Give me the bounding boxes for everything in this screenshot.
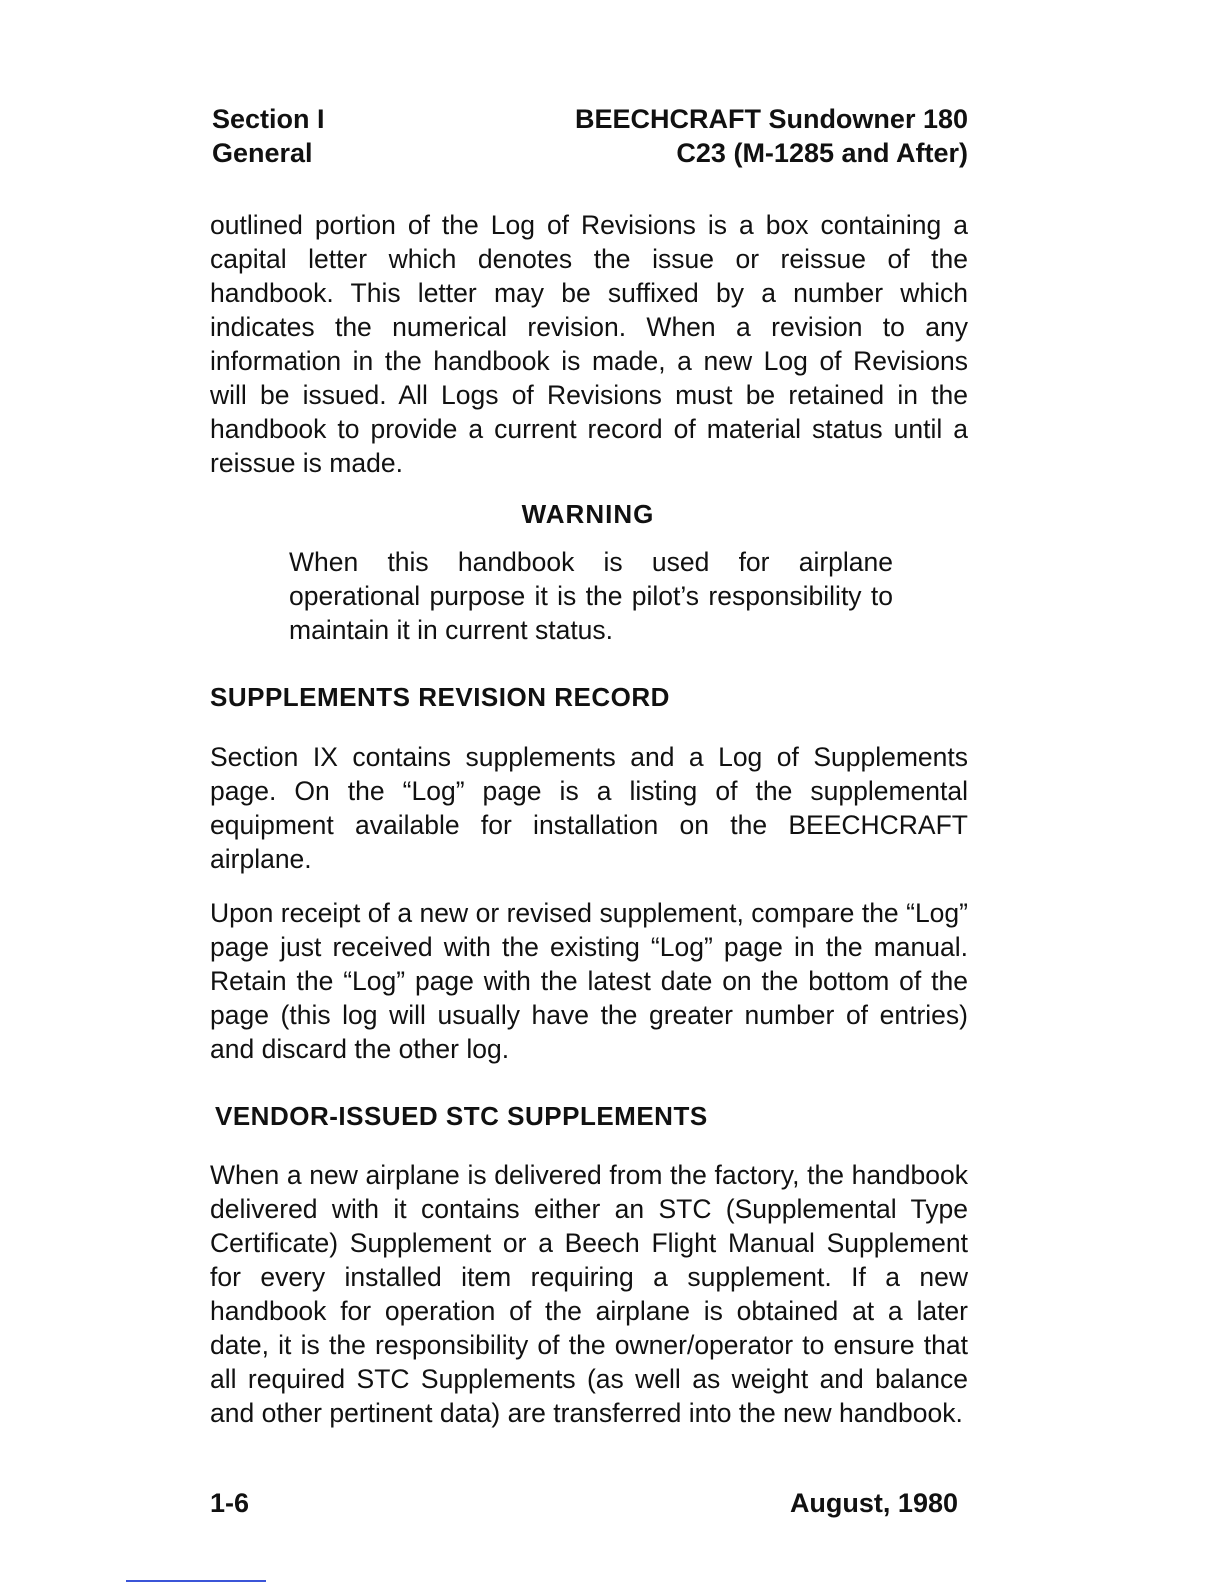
vendor-issued-paragraph: When a new airplane is delivered from the factory, the handbook delivered with it contains either an STC (Supplemental Type Certificate) Supplement or a Beech Flight Manual Supplement for every installed item requiring a supplement. If a new handbook for operation of the airplane is obtained at a later date, it is the responsibility of the owner/operator to ensure that all required STC Supplements (as well as weight and balance and other pertinent data) are transferred into the new handbook. bbox=[210, 1160, 968, 1428]
revision-date: August, 1980 bbox=[789, 1488, 958, 1518]
warning-title: WARNING bbox=[521, 499, 655, 529]
aircraft-serials: C23 (M-1285 and After) bbox=[676, 138, 968, 168]
warning-text: When this handbook is used for airplane operational purpose it is the pilot’s responsibility to maintain it in current status. bbox=[289, 547, 893, 645]
supplements-revision-record-heading: SUPPLEMENTS REVISION RECORD bbox=[210, 682, 670, 712]
page-number: 1-6 bbox=[210, 1488, 250, 1518]
supplements-paragraph-1: Section IX contains supplements and a Log of Supplements page. On the “Log” page is a listing of the supplemental equipment available for installation on the BEECHCRAFT airplane. bbox=[210, 742, 968, 874]
aircraft-header bbox=[575, 102, 968, 170]
supplements-paragraph-2: Upon receipt of a new or revised supplement, compare the “Log” page just received with the existing “Log” page in the manual. Retain the “Log” page with the latest date on the bottom of the page (this log will usually have the greater number of entries) and discard the other log. bbox=[210, 898, 968, 1064]
section-number: Section I bbox=[212, 104, 325, 134]
section-header bbox=[212, 102, 325, 170]
section-name: General bbox=[212, 138, 313, 168]
vendor-issued-heading: VENDOR-ISSUED STC SUPPLEMENTS bbox=[215, 1101, 708, 1131]
intro-paragraph: outlined portion of the Log of Revisions is a box containing a capital letter which denotes the issue or reissue of the handbook. This letter may be suffixed by a number which indicates the numerical revision. When a revision to any information in the handbook is made, a new Log of Revisions will be issued. All Logs of Revisions must be retained in the handbook to provide a current record of material status until a reissue is made. bbox=[210, 210, 968, 478]
scan-edge-line bbox=[126, 1580, 266, 1582]
aircraft-model: BEECHCRAFT Sundowner 180 bbox=[574, 104, 968, 134]
